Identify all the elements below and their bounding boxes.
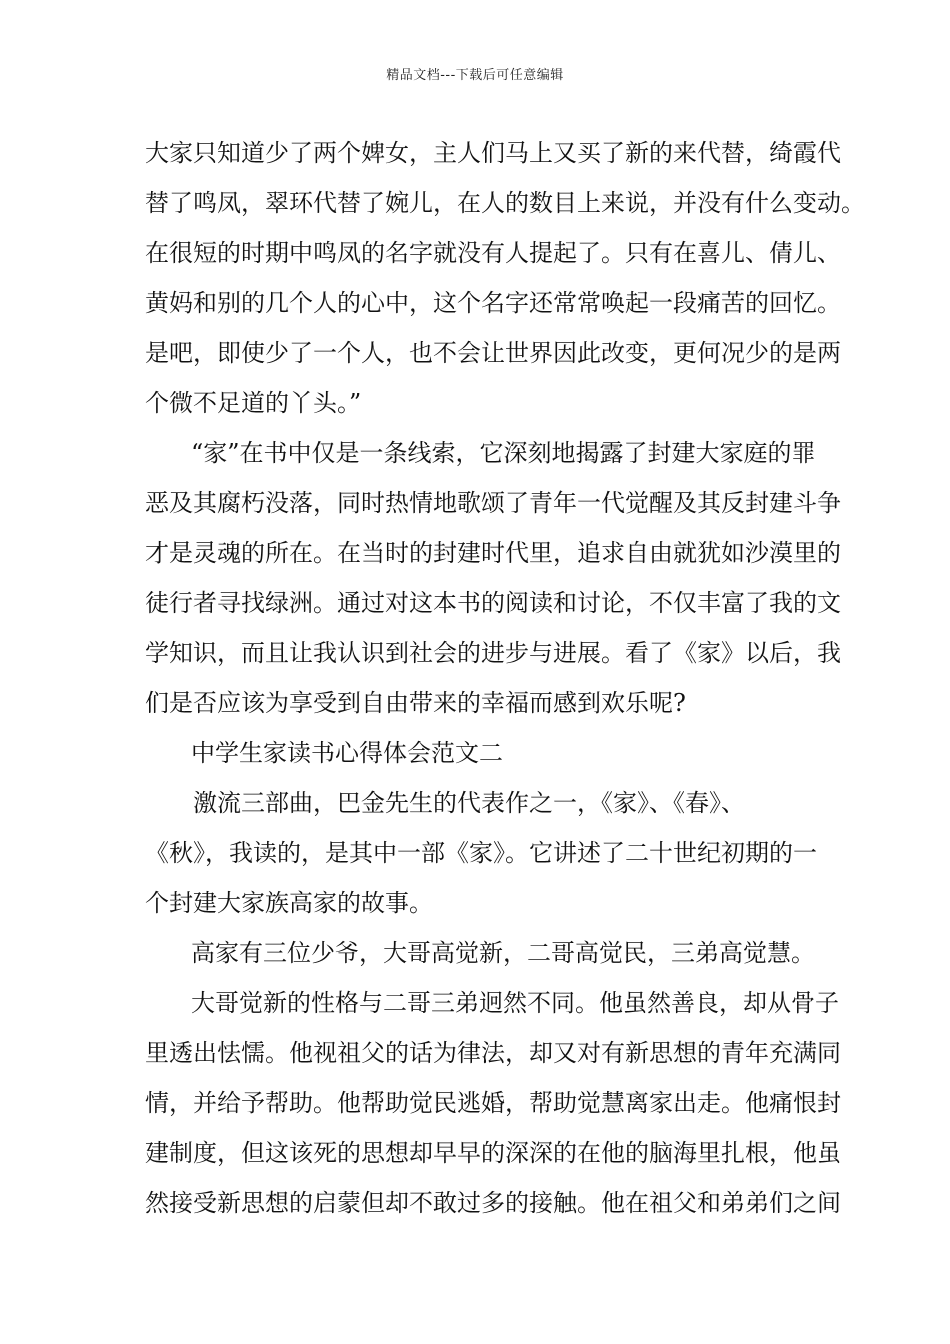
text-line: 黄妈和别的几个人的心中，这个名字还常常唤起一段痛苦的回忆。 (145, 289, 841, 317)
text-line: 个封建大家族高家的故事。 (145, 889, 433, 917)
text-line: 个微不足道的丫头。” (145, 389, 362, 417)
text-line: 替了鸣凤，翠环代替了婉儿，在人的数目上来说，并没有什么变动。 (145, 189, 865, 217)
text-line: 们是否应该为享受到自由带来的幸福而感到欢乐呢? (145, 689, 686, 717)
text-line: 《秋》，我读的，是其中一部《家》。它讲述了二十世纪初期的一 (145, 839, 817, 867)
page-header: 精品文档---下载后可任意编辑 (386, 68, 564, 83)
text-line: 大家只知道少了两个婢女，主人们马上又买了新的来代替，绮霞代 (145, 139, 841, 167)
text-line: 徒行者寻找绿洲。通过对这本书的阅读和讨论，不仅丰富了我的文 (145, 589, 841, 617)
paragraph-start-line: 高家有三位少爷，大哥高觉新，二哥高觉民，三弟高觉慧。 (191, 939, 815, 967)
text-line: 才是灵魂的所在。在当时的封建时代里，追求自由就犹如沙漠里的 (145, 539, 841, 567)
text-line: 建制度，但这该死的思想却早早的深深的在他的脑海里扎根，他虽 (145, 1139, 841, 1167)
text-line: 是吧，即使少了一个人，也不会让世界因此改变，更何况少的是两 (145, 339, 841, 367)
text-line: 学知识，而且让我认识到社会的进步与进展。看了《家》以后，我 (145, 639, 841, 667)
text-line: 里透出怯懦。他视祖父的话为律法，却又对有新思想的青年充满同 (145, 1039, 841, 1067)
document-body (145, 128, 865, 1228)
paragraph-start-line: “家”在书中仅是一条线索，它深刻地揭露了封建大家庭的罪 (191, 439, 816, 467)
paragraph-start-line: 大哥觉新的性格与二哥三弟迥然不同。他虽然善良，却从骨子 (191, 989, 839, 1017)
text-line: 情，并给予帮助。他帮助觉民逃婚，帮助觉慧离家出走。他痛恨封 (145, 1089, 841, 1117)
text-line: 恶及其腐朽没落，同时热情地歌颂了青年一代觉醒及其反封建斗争 (145, 489, 841, 517)
text-line: 在很短的时期中鸣凤的名字就没有人提起了。只有在喜儿、倩儿、 (145, 239, 841, 267)
text-line: 然接受新思想的启蒙但却不敢过多的接触。他在祖父和弟弟们之间 (145, 1189, 841, 1217)
paragraph-start-line: 激流三部曲，巴金先生的代表作之一，《家》、《春》、 (193, 789, 745, 817)
section-heading: 中学生家读书心得体会范文二 (191, 739, 503, 767)
